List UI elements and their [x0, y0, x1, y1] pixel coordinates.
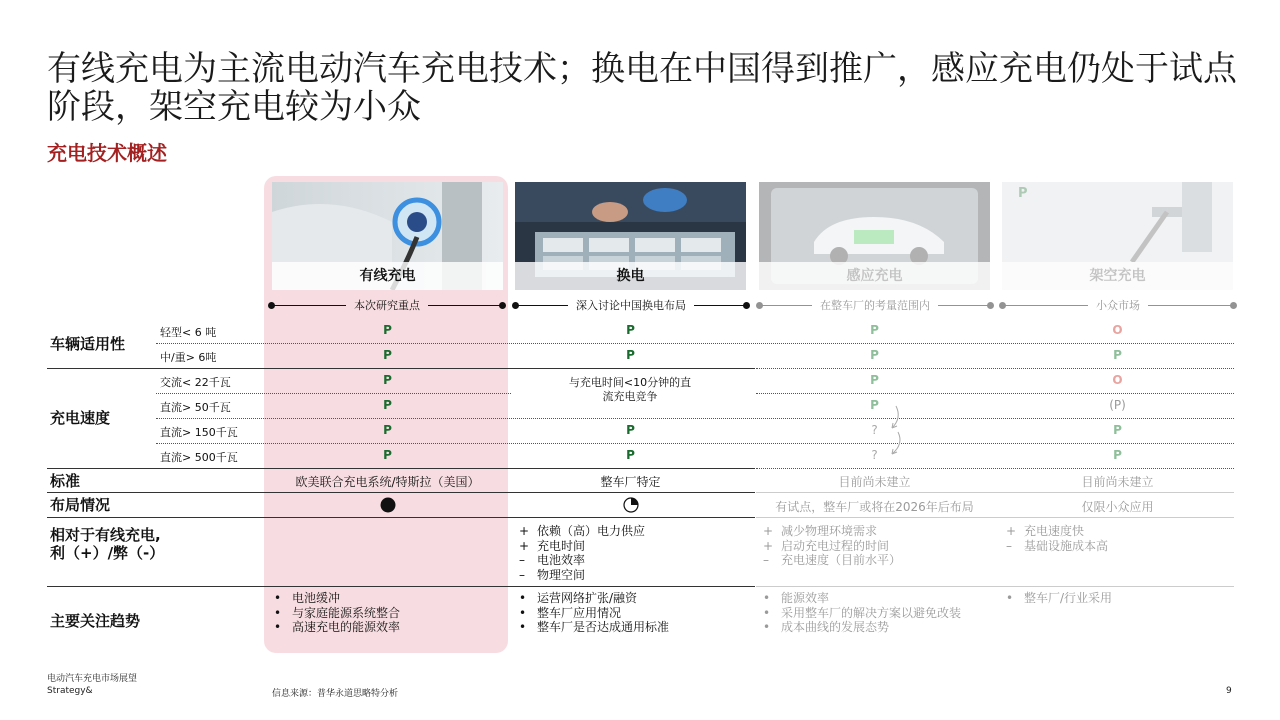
row-divider — [156, 443, 1234, 444]
row-divider — [47, 586, 755, 587]
footer-source: 信息来源：普华永道思略特分析 — [272, 689, 399, 699]
row-divider — [47, 517, 755, 518]
row-label-vehicle: 车辆适用性 — [50, 335, 126, 353]
swap-dc500-cell: P — [626, 448, 635, 462]
row-sub-heavy: 中/重> 6吨 — [160, 351, 217, 364]
wired-dc500-cell: P — [383, 448, 392, 462]
column-title-inductive: 感应充电 — [759, 262, 990, 290]
inductive-dc50-cell: P — [870, 398, 879, 412]
overhead-dc500-cell: P — [1113, 448, 1122, 462]
list-marker: + — [519, 524, 530, 538]
list-item: 高速充电的能源效率 — [292, 620, 401, 634]
inductive-dc500-cell: ? — [871, 448, 878, 462]
wired-dc150-cell: P — [383, 423, 392, 437]
row-divider — [156, 343, 1234, 344]
inductive-trends-list: • 能源效率 • 采用整车厂的解决方案以避免改装 • 成本曲线的发展态势 — [763, 591, 962, 634]
list-item: 整车厂应用情况 — [537, 605, 622, 620]
inductive-ac22-cell: P — [870, 373, 879, 387]
list-item: 整车厂/行业采用 — [1024, 591, 1113, 605]
wired-charging-image — [272, 182, 503, 290]
row-divider — [756, 517, 1234, 518]
list-marker: – — [519, 567, 525, 582]
list-item: 电池效率 — [537, 553, 586, 567]
column-title-overhead: 架空充电 — [1002, 262, 1233, 290]
row-divider — [756, 468, 1234, 469]
wired-trends-list: • 电池缓冲 • 与家庭能源系统整合 • 高速充电的能源效率 — [274, 591, 401, 634]
row-divider — [47, 468, 755, 469]
overhead-heavy-cell: P — [1113, 348, 1122, 362]
list-item: 充电速度（目前水平） — [781, 553, 902, 567]
overhead-trends-list: • 整车厂/行业采用 — [1006, 591, 1113, 605]
list-item: 采用整车厂的解决方案以避免改装 — [781, 605, 962, 620]
bracket-label-swap: 深入讨论中国换电布局 — [568, 298, 694, 313]
column-title-swap: 换电 — [515, 262, 746, 290]
list-item: 能源效率 — [781, 591, 830, 605]
wired-heavy-cell: P — [383, 348, 392, 362]
wired-layout-full-icon — [380, 497, 396, 513]
list-marker: + — [519, 538, 530, 553]
row-divider — [756, 492, 1234, 493]
list-item: 与家庭能源系统整合 — [292, 605, 401, 620]
page-title: 有线充电为主流电动汽车充电技术；换电在中国得到推广，感应充电仍处于试点阶段，架空充电较为小众 — [47, 49, 1237, 127]
list-item: 整车厂是否达成通用标准 — [537, 620, 670, 634]
overhead-image-mark: P — [1018, 186, 1028, 201]
list-item: 充电速度快 — [1024, 524, 1085, 538]
swap-layout-partial-icon — [623, 497, 639, 513]
list-marker: + — [1006, 524, 1017, 538]
inductive-dc150-cell: ? — [871, 423, 878, 437]
row-divider — [156, 393, 511, 394]
page-subtitle: 充电技术概述 — [47, 141, 167, 165]
list-marker: – — [763, 553, 769, 567]
page-number: 9 — [1226, 686, 1232, 696]
swap-heavy-cell: P — [626, 348, 635, 362]
list-marker: – — [1006, 538, 1012, 553]
row-sub-dc500: 直流> 500千瓦 — [160, 451, 238, 464]
swap-trends-list: • 运营网络扩张/融资 • 整车厂应用情况 • 整车厂是否达成通用标准 — [519, 591, 670, 634]
list-marker: – — [519, 553, 525, 567]
list-item: 充电时间 — [537, 538, 586, 553]
row-divider — [756, 586, 1234, 587]
list-marker: + — [763, 524, 774, 538]
row-divider — [156, 418, 1234, 419]
list-item: 成本曲线的发展态势 — [781, 620, 890, 634]
overhead-charging-image — [1002, 182, 1233, 290]
trend-arrow-icon — [884, 404, 908, 460]
inductive-standard-cell: 目前尚未建立 — [838, 475, 911, 489]
inductive-pros-cons-list — [763, 524, 901, 568]
wired-dc50-cell: P — [383, 398, 392, 412]
column-title-wired: 有线充电 — [272, 262, 503, 290]
row-sub-ac22: 交流< 22千瓦 — [160, 376, 231, 389]
inductive-charging-image — [759, 182, 990, 290]
footer-brand: Strategy& — [47, 686, 93, 696]
swap-dc150-cell: P — [626, 423, 635, 437]
overhead-dc150-cell: P — [1113, 423, 1122, 437]
list-item: 基础设施成本高 — [1024, 538, 1109, 553]
row-label-trends: 主要关注趋势 — [50, 612, 141, 630]
overhead-layout-cell: 仅限小众应用 — [1081, 500, 1154, 514]
bracket-swap — [512, 298, 750, 314]
bracket-label-overhead: 小众市场 — [1088, 298, 1148, 313]
row-label-layout: 布局情况 — [50, 496, 111, 514]
overhead-dc50-cell: (P) — [1109, 398, 1126, 412]
battery-swap-image — [515, 182, 746, 290]
wired-ac22-cell: P — [383, 373, 392, 387]
overhead-pros-cons-list — [1006, 524, 1108, 553]
row-sub-light: 轻型< 6 吨 — [160, 326, 217, 339]
list-item: 启动充电过程的时间 — [781, 538, 890, 553]
swap-light-cell: P — [626, 323, 635, 337]
list-marker: + — [763, 538, 774, 553]
bracket-label-wired: 本次研究重点 — [346, 298, 428, 313]
list-item: 依赖（高）电力供应 — [537, 524, 646, 538]
swap-standard-cell: 整车厂特定 — [600, 475, 661, 489]
footer-doc-title: 电动汽车充电市场展望 — [47, 674, 138, 684]
row-divider — [47, 492, 755, 493]
swap-pros-cons-list — [519, 524, 645, 582]
list-item: 运营网络扩张/融资 — [537, 591, 638, 605]
wired-light-cell: P — [383, 323, 392, 337]
inductive-light-cell: P — [870, 323, 879, 337]
wired-standard-cell: 欧美联合充电系统/特斯拉（美国） — [295, 475, 480, 489]
overhead-ac22-cell: O — [1112, 373, 1123, 387]
bracket-wired — [268, 298, 506, 314]
row-sub-dc50: 直流> 50千瓦 — [160, 401, 231, 414]
row-label-standard: 标准 — [50, 472, 81, 490]
row-label-pros-cons: 相对于有线充电, 利（+）/弊（-） — [50, 526, 165, 562]
row-divider — [756, 393, 1234, 394]
swap-speed-note: 与充电时间<10分钟的直流充电竞争 — [566, 376, 694, 404]
list-item: 减少物理环境需求 — [781, 524, 878, 538]
bracket-label-inductive: 在整车厂的考量范围内 — [812, 298, 938, 313]
bracket-overhead — [999, 298, 1237, 314]
overhead-standard-cell: 目前尚未建立 — [1081, 475, 1154, 489]
bracket-inductive — [756, 298, 994, 314]
list-item: 电池缓冲 — [292, 591, 341, 605]
inductive-heavy-cell: P — [870, 348, 879, 362]
overhead-light-cell: O — [1112, 323, 1123, 337]
list-item: 物理空间 — [537, 567, 586, 582]
row-sub-dc150: 直流> 150千瓦 — [160, 426, 238, 439]
row-divider — [756, 368, 1234, 369]
row-divider — [47, 368, 755, 369]
inductive-layout-cell: 有试点，整车厂或将在2026年后布局 — [775, 500, 974, 514]
row-label-speed: 充电速度 — [50, 409, 111, 427]
